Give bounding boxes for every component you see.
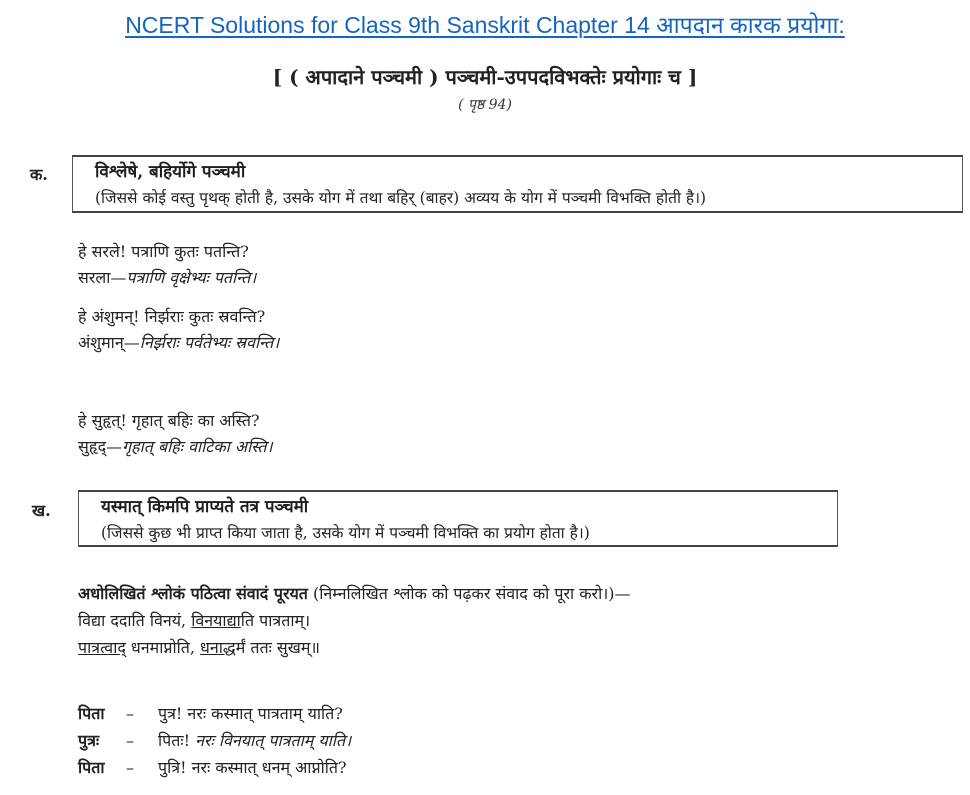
dialogue-text: पुत्रि! नरः कस्मात् धनम् आप्नोति? (158, 758, 347, 777)
example-question: हे सुहृत्! गृहात् बहिः का अस्ति? (78, 411, 260, 430)
page-reference: ( पृष्ठ 94) (458, 97, 512, 113)
example-answer (78, 435, 273, 459)
dialogue-text: नरः विनयात् पात्रताम् याति। (195, 731, 352, 750)
example-question: हे अंशुमन्! निर्झराः कुतः स्रवन्ति? (78, 307, 266, 326)
answer-text: गृहात् बहिः वाटिका अस्ति। (122, 437, 273, 456)
shloka-line-1 (78, 609, 310, 633)
dialogue-dash: – (126, 731, 134, 750)
answer-speaker: सरला— (78, 268, 127, 287)
answer-speaker: सुहृद्— (78, 437, 123, 456)
shloka-text: धर्मं ततः सुखम्॥ (235, 638, 320, 657)
shloka-text: याति पात्रताम्। (240, 611, 311, 630)
shloka-underlined: पात्रत्वाद् (78, 638, 126, 657)
rule-description: (जिससे कुछ भी प्राप्त किया जाता है, उसके योग में पञ्चमी विभक्ति का प्रयोग होता है।) (101, 524, 590, 542)
dialogue-dash: – (126, 758, 134, 777)
dialogue-dash: – (126, 704, 134, 723)
dialogue-prefix: पितः! (158, 731, 196, 750)
shloka-underlined: विनयाद् (191, 611, 241, 630)
instruction-hindi: (निम्नलिखित श्लोक को पढ़कर संवाद को पूरा करो।)— (307, 584, 631, 603)
rule-heading: यस्मात् किमपि प्राप्यते तत्र पञ्चमी (101, 497, 309, 517)
dialogue-text: पुत्र! नरः कस्मात् पात्रताम् याति? (158, 704, 343, 723)
dialogue-speaker: पुत्रः (78, 731, 100, 750)
shloka-text: धनमाप्नोति, (125, 638, 201, 657)
answer-text: निर्झराः पर्वतेभ्यः स्रवन्ति। (139, 333, 280, 352)
rule-box-ka (72, 155, 963, 213)
rule-heading: विश्लेषे, बहिर्योगे पञ्चमी (95, 162, 246, 182)
dialogue-speaker: पिता (78, 758, 105, 777)
example-answer (78, 331, 279, 355)
dialogue-line (78, 702, 343, 726)
section-label-kha: ख. (32, 501, 51, 520)
dialogue-line (78, 756, 347, 780)
dialogue-speaker: पिता (78, 704, 105, 723)
instruction (78, 582, 631, 606)
page-title (0, 8, 970, 42)
instruction-sanskrit: अधोलिखितं श्लोकं पठित्वा संवादं पूरयत (78, 584, 308, 603)
chapter-subtitle: [ ( अपादाने पञ्चमी ) पञ्चमी-उपपदविभक्तेः प्रयोगाः च ] (272, 65, 698, 89)
rule-box-kha (78, 490, 838, 547)
title-link[interactable]: NCERT Solutions for Class 9th Sanskrit Chapter 14 आपदान कारक प्रयोगा: (125, 12, 845, 38)
answer-text: पत्राणि वृक्षेभ्यः पतन्ति। (126, 268, 257, 287)
dialogue-line (78, 729, 351, 753)
section-label-ka: क. (30, 165, 48, 184)
example-question: हे सरले! पत्राणि कुतः पतन्ति? (78, 242, 249, 261)
shloka-underlined: धनाद् (200, 638, 236, 657)
answer-speaker: अंशुमान्— (78, 333, 140, 352)
example-answer (78, 266, 256, 290)
shloka-text: विद्या ददाति विनयं, (78, 611, 192, 630)
rule-description: (जिससे कोई वस्तु पृथक् होती है, उसके योग में तथा बहिर् (बाहर) अव्यय के योग में पञ्चमी विभक्ति होती है।) (95, 189, 707, 207)
shloka-line-2 (78, 636, 320, 660)
